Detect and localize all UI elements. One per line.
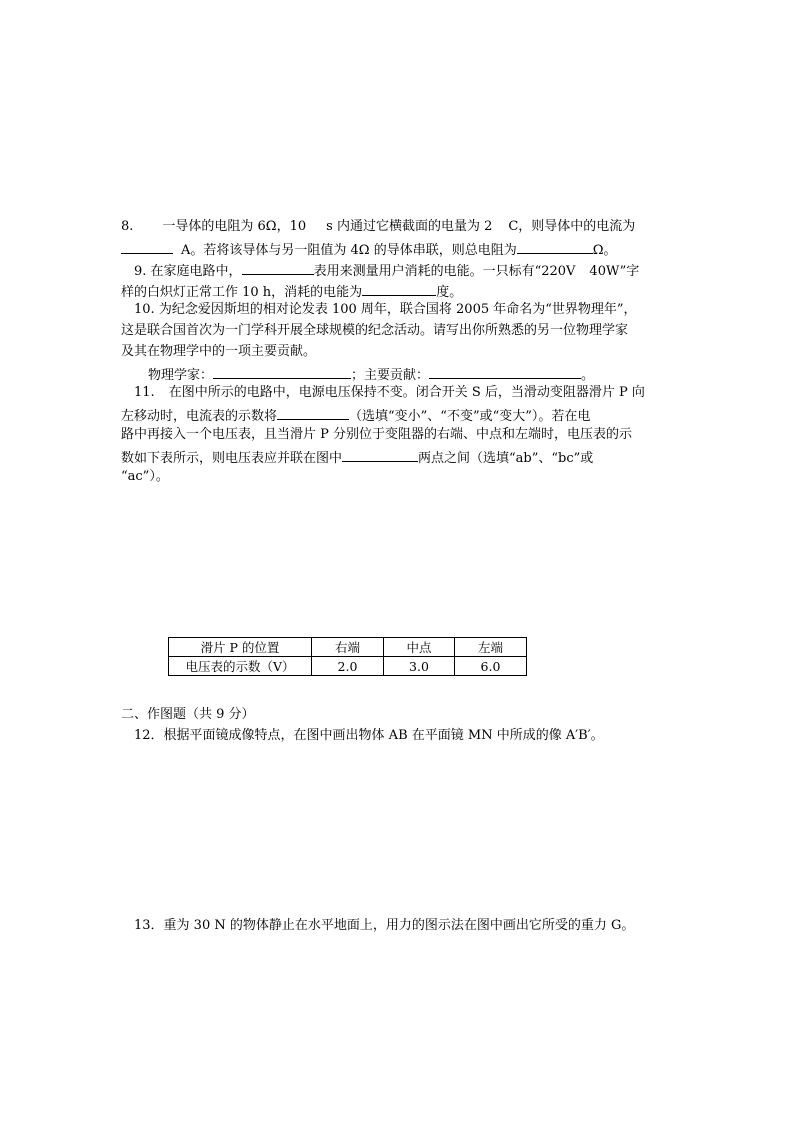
q11-line5: “ac”）。 <box>121 469 169 484</box>
q11-blank-points[interactable] <box>342 448 418 462</box>
q11-text-1: 在图中所示的电路中，电源电压保持不变。闭合开关 S 后，当滑动变阻器滑片 P 向 <box>168 385 645 400</box>
q8-line2 <box>121 240 616 259</box>
q8-text-1a: 一导体的电阻为 6Ω，10 <box>162 219 307 234</box>
q9-text-2b: 度。 <box>436 285 463 300</box>
q10-text-4c: 。 <box>581 368 595 383</box>
q10-blank-contribution[interactable] <box>429 365 581 379</box>
table-cell-middle: 3.0 <box>384 657 455 676</box>
q11-line1 <box>134 385 645 401</box>
q11-text-4a: 数如下表所示，则电压表应并联在图中 <box>121 451 343 466</box>
q9-blank-meter[interactable] <box>242 261 314 275</box>
q8-blank-resistance[interactable] <box>517 240 593 254</box>
q11-line4 <box>121 448 593 467</box>
q10-text-1: 为纪念爱因斯坦的相对论发表 100 周年，联合国将 2005 年命名为“世界物理年”， <box>158 302 637 317</box>
q10-line2: 这是联合国首次为一门学科开展全球规模的纪念活动。请写出你所熟悉的另一位物理学家 <box>121 323 629 338</box>
q9-blank-energy[interactable] <box>362 282 436 296</box>
q8-number: 8. <box>121 219 134 234</box>
q11-blank-ammeter[interactable] <box>277 406 349 420</box>
q10-text-4b: ；主要贡献： <box>351 368 430 383</box>
q8-text-2b: Ω。 <box>592 243 617 258</box>
q9-line2 <box>121 282 462 301</box>
table-row <box>169 657 527 676</box>
q8-line1 <box>121 219 635 235</box>
q13-text: 13．重为 30 N 的物体静止在水平地面上，用力的图示法在图中画出它所受的重力 G。 <box>134 918 635 933</box>
q11-number: 11. <box>134 385 155 400</box>
q8-text-1c: C，则导体中的电流为 <box>508 219 636 234</box>
q9-text-2a: 样的白炽灯正常工作 10 h，消耗的电能为 <box>121 285 363 300</box>
table-header-left: 左端 <box>455 638 527 657</box>
q9-text-1c: 40W”字 <box>589 264 640 279</box>
q11-line2 <box>121 406 590 425</box>
q10-text-4a: 物理学家： <box>148 368 214 383</box>
voltage-table <box>168 637 527 676</box>
q11-text-4b: 两点之间（选填“ab”、“bc”或 <box>418 451 594 466</box>
section-2-title: 二、作图题（共 9 分） <box>121 707 255 722</box>
q8-blank-current[interactable] <box>121 240 173 254</box>
q9-text-1b: 表用来测量用户消耗的电能。一只标有“220V <box>313 264 576 279</box>
table-row-label-voltage: 电压表的示数（V） <box>169 657 312 676</box>
q11-text-2b: （选填“变小”、“不变”或“变大”）。若在电 <box>349 409 591 424</box>
q11-line3: 路中再接入一个电压表，且当滑片 P 分别位于变阻器的右端、中点和左端时，电压表的示 <box>121 427 633 442</box>
q9-number: 9. <box>134 264 147 279</box>
table-cell-left: 6.0 <box>455 657 527 676</box>
q10-blank-physicist[interactable] <box>213 365 351 379</box>
q8-text-2a: A。若将该导体与另一阻值为 4Ω 的导体串联，则总电阻为 <box>181 243 517 258</box>
q8-text-1b: s 内通过它横截面的电量为 2 <box>326 219 493 234</box>
q10-line4 <box>148 365 594 384</box>
q10-line1 <box>134 302 637 318</box>
q12-text: 12．根据平面镜成像特点，在图中画出物体 AB 在平面镜 MN 中所成的像 A′B′。 <box>134 728 604 743</box>
table-cell-right: 2.0 <box>312 657 384 676</box>
table-header-position: 滑片 P 的位置 <box>169 638 312 657</box>
q9-line1 <box>134 261 639 280</box>
q11-text-2a: 左移动时，电流表的示数将 <box>121 409 278 424</box>
table-row <box>169 638 527 657</box>
q10-number: 10. <box>134 302 155 317</box>
table-header-right: 右端 <box>312 638 384 657</box>
q9-text-1a: 在家庭电路中， <box>150 264 242 279</box>
table-header-middle: 中点 <box>384 638 455 657</box>
q10-line3: 及其在物理学中的一项主要贡献。 <box>121 344 317 359</box>
